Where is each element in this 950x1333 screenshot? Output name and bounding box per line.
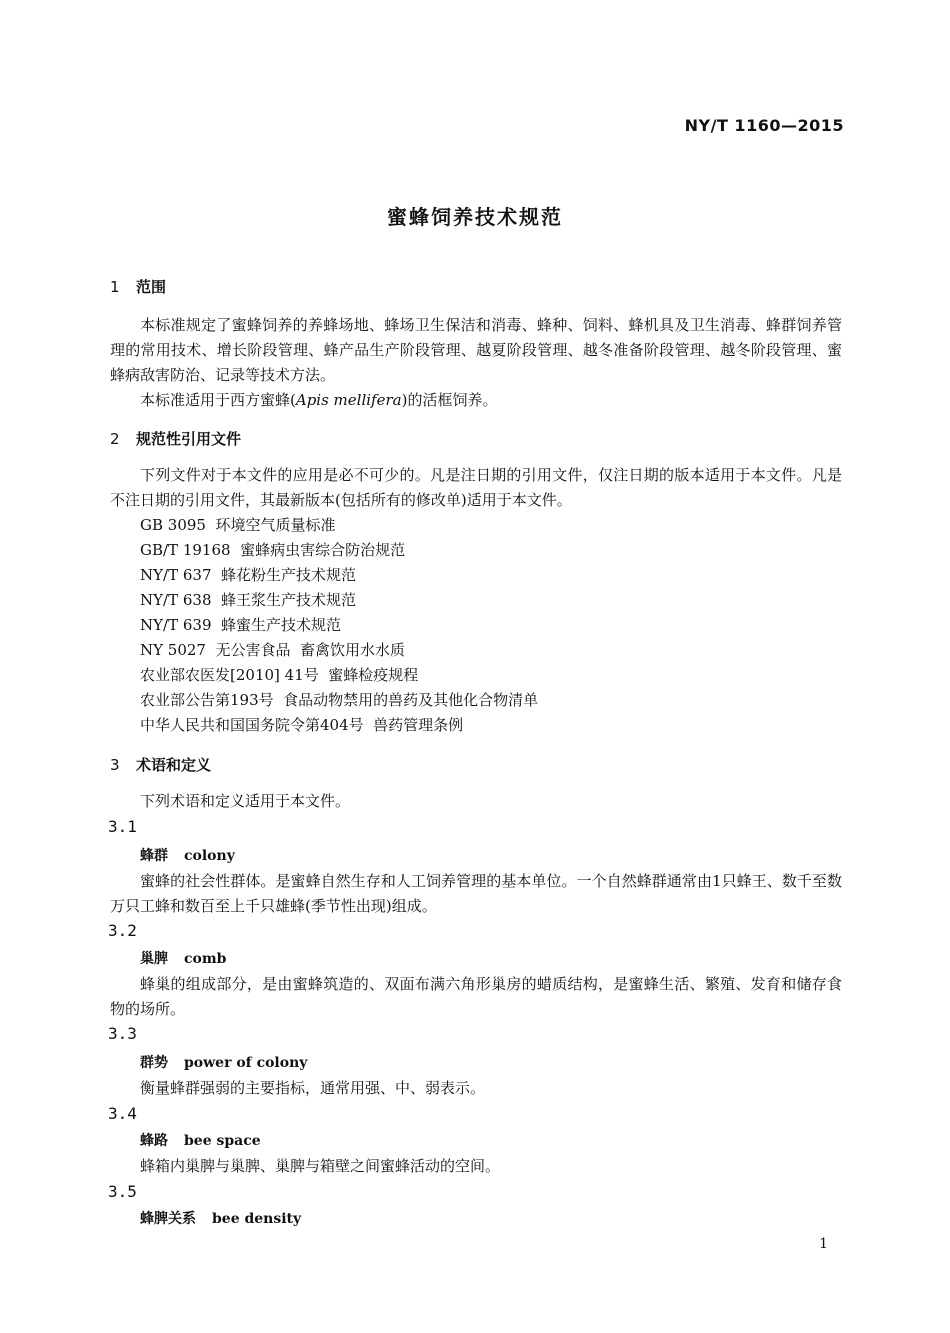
reference-item: 农业部农医发[2010] 41号 蜜蜂检疫规程 <box>140 666 419 684</box>
term-number: 3.4 <box>108 1104 137 1123</box>
term-chinese: 蜂群 <box>140 848 168 864</box>
term-chinese: 群势 <box>140 1055 168 1071</box>
term-chinese: 巢脾 <box>140 951 168 967</box>
term-number: 3.3 <box>108 1024 137 1043</box>
standard-code: NY/T 1160—2015 <box>684 116 844 135</box>
reference-item: NY/T 637 蜂花粉生产技术规范 <box>140 566 357 584</box>
reference-item: 农业部公告第193号 食品动物禁用的兽药及其他化合物清单 <box>140 691 539 709</box>
document-title: 蜜蜂饲养技术规范 <box>387 205 563 229</box>
term-number: 3.5 <box>108 1182 137 1201</box>
section-2-heading <box>110 428 241 449</box>
section-title: 范围 <box>136 278 167 296</box>
section-title: 规范性引用文件 <box>136 430 242 448</box>
term-definition: 衡量蜂群强弱的主要指标，通常用强、中、弱表示。 <box>140 1079 486 1097</box>
term-chinese: 蜂脾关系 <box>140 1211 196 1227</box>
term-heading <box>140 1208 301 1228</box>
section-3-intro: 下列术语和定义适用于本文件。 <box>140 792 351 810</box>
scientific-name: Apis mellifera <box>295 391 402 409</box>
term-chinese: 蜂路 <box>140 1133 168 1149</box>
term-english: bee space <box>184 1133 261 1149</box>
term-english: bee density <box>212 1211 302 1227</box>
term-heading <box>140 845 235 865</box>
section-number: 3 <box>110 756 120 774</box>
reference-item: NY 5027 无公害食品 畜禽饮用水水质 <box>140 641 406 659</box>
section-number: 2 <box>110 430 120 448</box>
reference-item: NY/T 639 蜂蜜生产技术规范 <box>140 616 342 634</box>
term-heading <box>140 948 226 968</box>
term-definition: 蜂巢的组成部分，是由蜜蜂筑造的、双面布满六角形巢房的蜡质结构，是蜜蜂生活、繁殖、发育和储存食物的场所。 <box>110 975 842 1018</box>
term-english: power of colony <box>184 1055 308 1071</box>
term-number: 3.1 <box>108 817 137 836</box>
term-english: colony <box>184 848 235 864</box>
term-number: 3.2 <box>108 921 137 940</box>
text-run: 本标准适用于西方蜜蜂( <box>140 391 296 409</box>
text-run: )的活框饲养。 <box>401 391 498 409</box>
page-number: 1 <box>819 1236 828 1252</box>
reference-item: GB/T 19168 蜜蜂病虫害综合防治规范 <box>140 541 406 559</box>
term-english: comb <box>184 951 227 967</box>
term-heading <box>140 1130 261 1150</box>
reference-item: 中华人民共和国国务院令第404号 兽药管理条例 <box>140 716 464 734</box>
section-title: 术语和定义 <box>136 756 212 774</box>
term-definition: 蜜蜂的社会性群体。是蜜蜂自然生存和人工饲养管理的基本单位。一个自然蜂群通常由1只蜂王、数千至数万只工蜂和数百至上千只雄蜂(季节性出现)组成。 <box>110 872 842 915</box>
section-1-heading <box>110 276 166 297</box>
section-1-paragraph-1: 本标准规定了蜜蜂饲养的养蜂场地、蜂场卫生保洁和消毒、蜂种、饲料、蜂机具及卫生消毒、蜂群饲养管理的常用技术、增长阶段管理、蜂产品生产阶段管理、越夏阶段管理、越冬准备阶段管理、越冬阶段管理、蜜蜂病敌害防治、记录等技术方法。 <box>110 316 842 384</box>
section-2-intro: 下列文件对于本文件的应用是必不可少的。凡是注日期的引用文件，仅注日期的版本适用于本文件。凡是不注日期的引用文件，其最新版本(包括所有的修改单)适用于本文件。 <box>110 466 842 509</box>
section-1-paragraph-2 <box>110 388 842 413</box>
section-number: 1 <box>110 278 120 296</box>
reference-item: GB 3095 环境空气质量标准 <box>140 516 336 534</box>
section-3-heading <box>110 754 211 775</box>
term-heading <box>140 1052 307 1072</box>
reference-item: NY/T 638 蜂王浆生产技术规范 <box>140 591 357 609</box>
term-definition: 蜂箱内巢脾与巢脾、巢脾与箱壁之间蜜蜂活动的空间。 <box>140 1157 501 1175</box>
